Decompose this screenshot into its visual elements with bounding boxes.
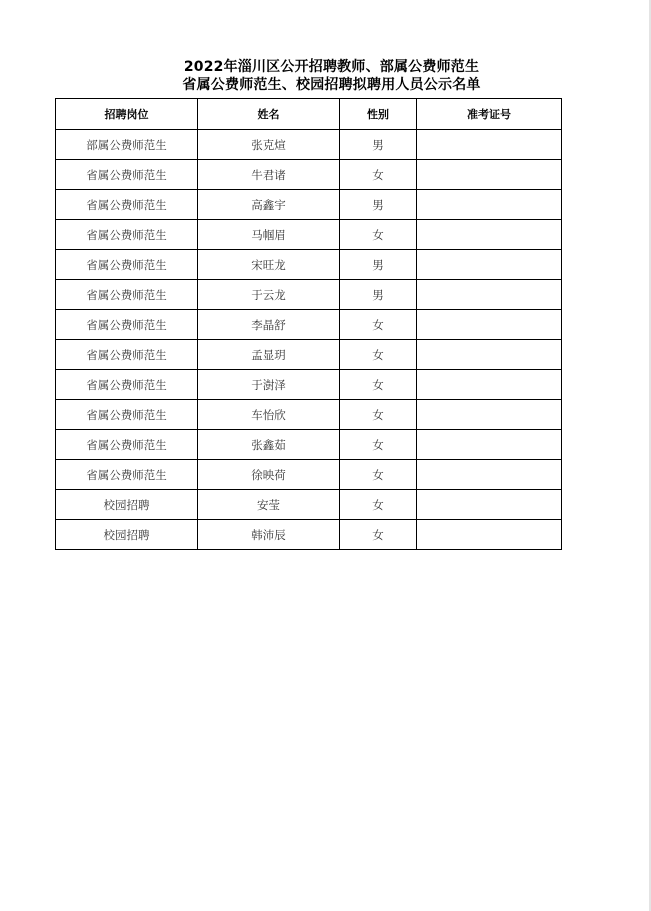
cell-name: 于澍泽 xyxy=(198,370,340,400)
cell-gender: 男 xyxy=(340,130,417,160)
cell-ticket-number xyxy=(417,310,562,340)
table-header-row xyxy=(56,99,562,130)
cell-gender: 男 xyxy=(340,250,417,280)
cell-position: 省属公费师范生 xyxy=(56,160,198,190)
cell-ticket-number xyxy=(417,370,562,400)
cell-position: 部属公费师范生 xyxy=(56,130,198,160)
table-row xyxy=(56,310,562,340)
cell-position: 省属公费师范生 xyxy=(56,370,198,400)
table-row xyxy=(56,190,562,220)
table-row xyxy=(56,370,562,400)
cell-position: 校园招聘 xyxy=(56,520,198,550)
cell-name: 孟显玥 xyxy=(198,340,340,370)
cell-name: 徐映荷 xyxy=(198,460,340,490)
table-row xyxy=(56,220,562,250)
header-position: 招聘岗位 xyxy=(56,99,198,130)
cell-ticket-number xyxy=(417,520,562,550)
cell-ticket-number xyxy=(417,460,562,490)
cell-ticket-number xyxy=(417,490,562,520)
header-ticket-number: 准考证号 xyxy=(417,99,562,130)
cell-name: 高鑫宇 xyxy=(198,190,340,220)
cell-ticket-number xyxy=(417,280,562,310)
cell-ticket-number xyxy=(417,190,562,220)
cell-ticket-number xyxy=(417,160,562,190)
cell-gender: 女 xyxy=(340,160,417,190)
cell-position: 省属公费师范生 xyxy=(56,340,198,370)
cell-gender: 女 xyxy=(340,430,417,460)
cell-ticket-number xyxy=(417,340,562,370)
cell-gender: 女 xyxy=(340,400,417,430)
cell-position: 省属公费师范生 xyxy=(56,460,198,490)
cell-gender: 男 xyxy=(340,280,417,310)
cell-position: 省属公费师范生 xyxy=(56,400,198,430)
cell-gender: 女 xyxy=(340,220,417,250)
cell-ticket-number xyxy=(417,400,562,430)
roster-table xyxy=(55,98,562,550)
cell-gender: 女 xyxy=(340,340,417,370)
cell-name: 张克煊 xyxy=(198,130,340,160)
cell-position: 省属公费师范生 xyxy=(56,310,198,340)
table-row xyxy=(56,130,562,160)
cell-name: 安莹 xyxy=(198,490,340,520)
cell-position: 省属公费师范生 xyxy=(56,250,198,280)
table-row xyxy=(56,160,562,190)
cell-gender: 女 xyxy=(340,490,417,520)
document-title-line-1: 2022年淄川区公开招聘教师、部属公费师范生 xyxy=(183,59,480,75)
cell-name: 马帼眉 xyxy=(198,220,340,250)
table-row xyxy=(56,430,562,460)
cell-position: 校园招聘 xyxy=(56,490,198,520)
cell-name: 牛君诸 xyxy=(198,160,340,190)
cell-ticket-number xyxy=(417,430,562,460)
table-row xyxy=(56,340,562,370)
table-row xyxy=(56,520,562,550)
header-name: 姓名 xyxy=(198,99,340,130)
cell-position: 省属公费师范生 xyxy=(56,430,198,460)
cell-position: 省属公费师范生 xyxy=(56,280,198,310)
cell-name: 张鑫茹 xyxy=(198,430,340,460)
table-row xyxy=(56,250,562,280)
table-row xyxy=(56,460,562,490)
cell-ticket-number xyxy=(417,220,562,250)
cell-gender: 女 xyxy=(340,460,417,490)
cell-ticket-number xyxy=(417,250,562,280)
cell-name: 韩沛辰 xyxy=(198,520,340,550)
cell-gender: 女 xyxy=(340,520,417,550)
cell-position: 省属公费师范生 xyxy=(56,220,198,250)
cell-name: 车怡欣 xyxy=(198,400,340,430)
cell-position: 省属公费师范生 xyxy=(56,190,198,220)
table-row xyxy=(56,490,562,520)
cell-name: 宋旺龙 xyxy=(198,250,340,280)
document-title-line-2: 省属公费师范生、校园招聘拟聘用人员公示名单 xyxy=(182,77,481,93)
cell-name: 于云龙 xyxy=(198,280,340,310)
table-row xyxy=(56,400,562,430)
cell-gender: 女 xyxy=(340,370,417,400)
cell-gender: 女 xyxy=(340,310,417,340)
header-gender: 性别 xyxy=(340,99,417,130)
cell-name: 李晶舒 xyxy=(198,310,340,340)
table-row xyxy=(56,280,562,310)
cell-gender: 男 xyxy=(340,190,417,220)
cell-ticket-number xyxy=(417,130,562,160)
